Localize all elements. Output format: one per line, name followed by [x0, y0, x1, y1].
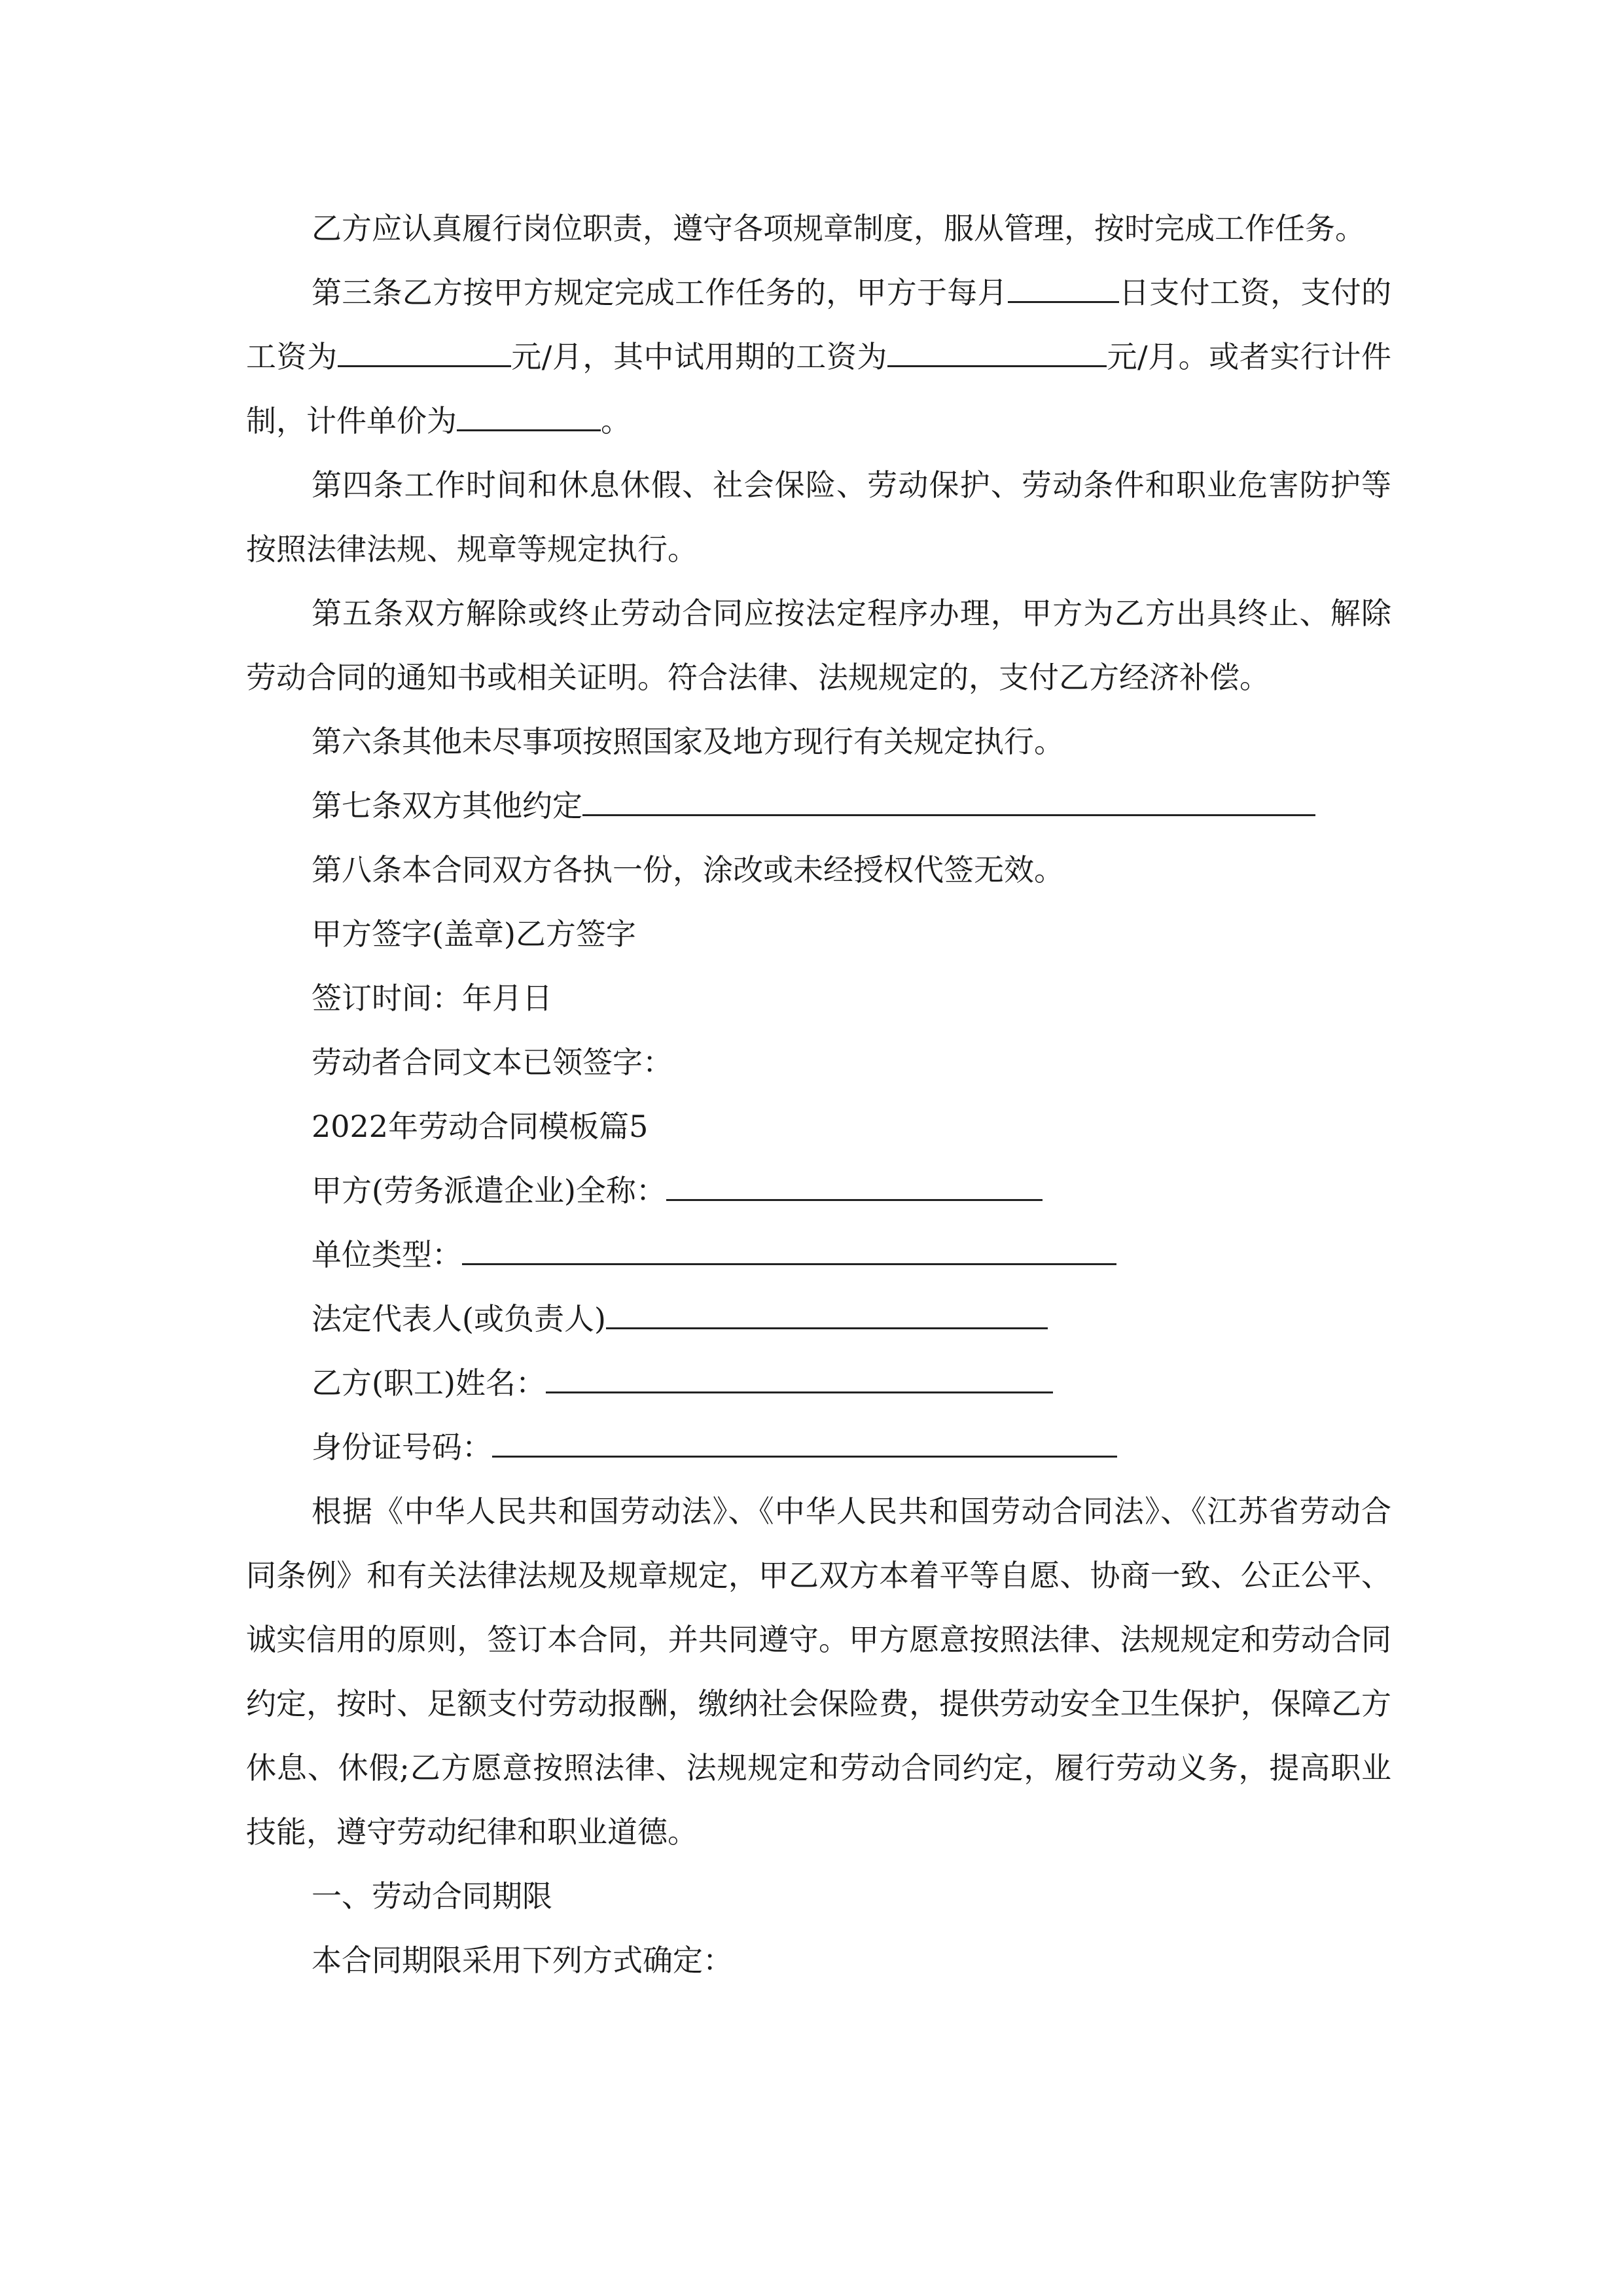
- preamble-paragraph: 根据《中华人民共和国劳动法》、《中华人民共和国劳动合同法》、《江苏省劳动合同条例》和有关法律法规及规章规定，甲乙双方本着平等自愿、协商一致、公正公平、诚实信用的原则，签订本合同，并共同遵守。甲方愿意按照法律、法规规定和劳动合同约定，按时、足额支付劳动报酬，缴纳社会保险费，提供劳动安全卫生保护，保障乙方休息、休假;乙方愿意按照法律、法规规定和劳动合同约定，履行劳动义务，提高职业技能，遵守劳动纪律和职业道德。: [246, 1494, 1391, 1850]
- signature-line: 甲方签字(盖章)乙方签字: [312, 916, 636, 952]
- id-number-blank[interactable]: [492, 1423, 1117, 1458]
- other-agreement-blank[interactable]: [582, 781, 1315, 816]
- piece-rate-blank[interactable]: [457, 397, 601, 431]
- article-3-text-b: 日支付工资，支付的工资为: [246, 275, 1391, 374]
- pay-day-blank[interactable]: [1008, 268, 1119, 303]
- article-3-salary: [246, 260, 1391, 453]
- party-a-name-label: 甲方(劳务派遣企业)全称：: [312, 1173, 666, 1208]
- unit-type-label: 单位类型：: [312, 1237, 462, 1272]
- legal-rep-label: 法定代表人(或负责人): [312, 1301, 606, 1336]
- section-1-heading: 一、劳动合同期限: [312, 1878, 552, 1914]
- id-number-row: [246, 1415, 1391, 1479]
- contract-body: [246, 196, 1391, 1992]
- party-a-name-blank[interactable]: [666, 1166, 1043, 1201]
- article-8: 第八条本合同双方各执一份，涂改或未经授权代签无效。: [312, 852, 1064, 888]
- trial-salary-blank[interactable]: [887, 332, 1107, 367]
- article-3-text-d: 元/月。或者实行计件制，计件单价为: [246, 339, 1392, 439]
- party-b-name-blank[interactable]: [546, 1359, 1053, 1393]
- party-b-name-label: 乙方(职工)姓名：: [312, 1365, 546, 1401]
- section-1-intro: 本合同期限采用下列方式确定：: [312, 1943, 733, 1978]
- article-7: [246, 774, 1391, 838]
- salary-blank[interactable]: [338, 332, 511, 367]
- unit-type-blank[interactable]: [462, 1230, 1116, 1265]
- template-heading: 2022年劳动合同模板篇5: [312, 1109, 649, 1144]
- party-a-name-row: [246, 1158, 1391, 1223]
- article-3-text-c: 元/月，其中试用期的工资为: [510, 339, 887, 374]
- legal-rep-blank[interactable]: [606, 1295, 1048, 1329]
- unit-type-row: [246, 1223, 1391, 1287]
- party-b-name-row: [246, 1351, 1391, 1415]
- worker-receipt-signature: 劳动者合同文本已领签字：: [312, 1045, 673, 1080]
- signing-date: 签订时间：年月日: [312, 980, 552, 1016]
- duty-paragraph: 乙方应认真履行岗位职责，遵守各项规章制度，服从管理，按时完成工作任务。: [312, 211, 1365, 246]
- article-4: 第四条工作时间和休息休假、社会保险、劳动保护、劳动条件和职业危害防护等按照法律法规、规章等规定执行。: [246, 467, 1391, 567]
- article-5: 第五条双方解除或终止劳动合同应按法定程序办理，甲方为乙方出具终止、解除劳动合同的通知书或相关证明。符合法律、法规规定的，支付乙方经济补偿。: [246, 596, 1391, 695]
- article-6: 第六条其他未尽事项按照国家及地方现行有关规定执行。: [312, 724, 1064, 759]
- legal-rep-row: [246, 1287, 1391, 1351]
- id-number-label: 身份证号码：: [312, 1429, 492, 1465]
- article-3-text-e: 。: [601, 403, 631, 439]
- article-3-text-a: 第三条乙方按甲方规定完成工作任务的，甲方于每月: [312, 275, 1008, 310]
- article-7-label: 第七条双方其他约定: [312, 788, 582, 823]
